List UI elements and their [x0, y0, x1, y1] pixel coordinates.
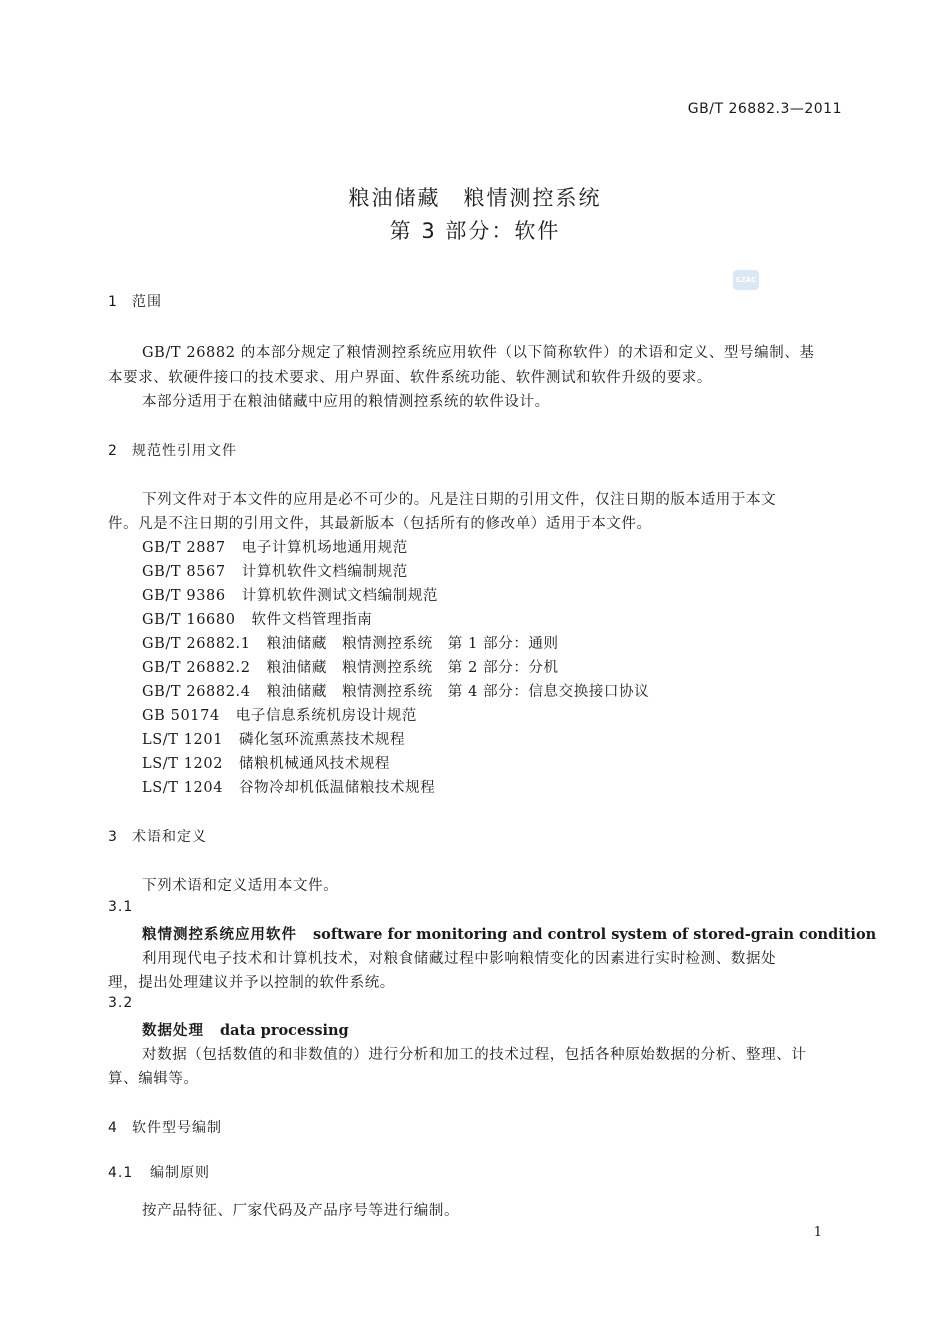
reference-title: 谷物冷却机低温储粮技术规程 [239, 780, 436, 796]
section-1-heading [108, 291, 162, 311]
subsection-4-1-heading [108, 1162, 210, 1182]
term-definition: 理，提出处理建议并予以控制的软件系统。 [108, 975, 395, 991]
reference-code: GB/T 16680 [142, 612, 236, 628]
reference-item [142, 536, 408, 557]
reference-title: 计算机软件文档编制规范 [241, 564, 408, 580]
document-title: 粮油储藏 粮情测控系统 [348, 186, 602, 210]
section-3-heading [108, 826, 207, 846]
reference-code: LS/T 1201 [142, 732, 224, 748]
reference-code: GB/T 26882.2 [142, 660, 251, 676]
section-4-heading [108, 1117, 222, 1137]
term-english: data processing [220, 1022, 349, 1039]
section-number: 2 [108, 443, 118, 459]
watermark-logo: SZAC [733, 270, 759, 290]
subsection-title: 编制原则 [150, 1165, 210, 1181]
standard-number: GB/T 26882.3—2011 [687, 101, 842, 117]
section-title: 术语和定义 [132, 829, 207, 845]
reference-title: 粮油储藏 粮情测控系统 第 2 部分：分机 [266, 660, 559, 676]
term-number: 3.2 [108, 995, 134, 1011]
term-entry [142, 923, 876, 944]
subsection-number: 4.1 [108, 1165, 134, 1181]
paragraph: GB/T 26882 的本部分规定了粮情测控系统应用软件（以下简称软件）的术语和定义、型号编制、基 [142, 345, 815, 361]
section-number: 1 [108, 294, 118, 310]
section-2-heading [108, 440, 237, 460]
term-english: software for monitoring and control system of stored-grain condition [313, 926, 877, 943]
term-chinese: 粮情测控系统应用软件 [142, 927, 297, 943]
paragraph: 本部分适用于在粮油储藏中应用的粮情测控系统的软件设计。 [142, 394, 550, 410]
term-entry [142, 1019, 349, 1040]
reference-item [142, 728, 405, 749]
reference-title: 电子信息系统机房设计规范 [235, 708, 417, 724]
reference-code: GB/T 8567 [142, 564, 226, 580]
section-number: 3 [108, 829, 118, 845]
term-definition: 利用现代电子技术和计算机技术，对粮食储藏过程中影响粮情变化的因素进行实时检测、数据处 [142, 951, 777, 967]
document-subtitle: 第 3 部分：软件 [389, 219, 561, 243]
section-title: 软件型号编制 [132, 1120, 222, 1136]
reference-code: GB/T 26882.4 [142, 684, 251, 700]
paragraph: 件。凡是不注日期的引用文件，其最新版本（包括所有的修改单）适用于本文件。 [108, 516, 652, 532]
reference-code: GB/T 26882.1 [142, 636, 251, 652]
reference-item [142, 608, 372, 629]
paragraph: 下列文件对于本文件的应用是必不可少的。凡是注日期的引用文件，仅注日期的版本适用于本文 [142, 492, 777, 508]
reference-item [142, 680, 649, 701]
reference-title: 软件文档管理指南 [251, 612, 373, 628]
page-number: 1 [813, 1225, 822, 1240]
term-number: 3.1 [108, 899, 134, 915]
reference-title: 粮油储藏 粮情测控系统 第 4 部分：信息交换接口协议 [266, 684, 650, 700]
reference-code: LS/T 1204 [142, 780, 224, 796]
section-title: 范围 [132, 294, 162, 310]
term-chinese: 数据处理 [142, 1023, 204, 1039]
reference-title: 磷化氢环流熏蒸技术规程 [239, 732, 406, 748]
reference-title: 储粮机械通风技术规程 [239, 756, 391, 772]
reference-title: 粮油储藏 粮情测控系统 第 1 部分：通则 [266, 636, 559, 652]
reference-item [142, 776, 435, 797]
reference-item [142, 656, 559, 677]
reference-title: 计算机软件测试文档编制规范 [241, 588, 439, 604]
term-definition: 算、编辑等。 [108, 1071, 199, 1087]
section-number: 4 [108, 1120, 118, 1136]
section-title: 规范性引用文件 [132, 443, 237, 459]
reference-title: 电子计算机场地通用规范 [241, 540, 408, 556]
reference-code: GB/T 9386 [142, 588, 226, 604]
reference-code: GB 50174 [142, 708, 220, 724]
term-definition: 对数据（包括数值的和非数值的）进行分析和加工的技术过程，包括各种原始数据的分析、整理、计 [142, 1047, 807, 1063]
paragraph: 下列术语和定义适用本文件。 [142, 878, 339, 894]
reference-code: GB/T 2887 [142, 540, 226, 556]
reference-item [142, 560, 408, 581]
reference-item [142, 584, 438, 605]
reference-item [142, 632, 559, 653]
reference-item [142, 752, 390, 773]
paragraph: 按产品特征、厂家代码及产品序号等进行编制。 [142, 1203, 460, 1219]
reference-code: LS/T 1202 [142, 756, 224, 772]
reference-item [142, 704, 417, 725]
paragraph: 本要求、软硬件接口的技术要求、用户界面、软件系统功能、软件测试和软件升级的要求。 [108, 370, 712, 386]
